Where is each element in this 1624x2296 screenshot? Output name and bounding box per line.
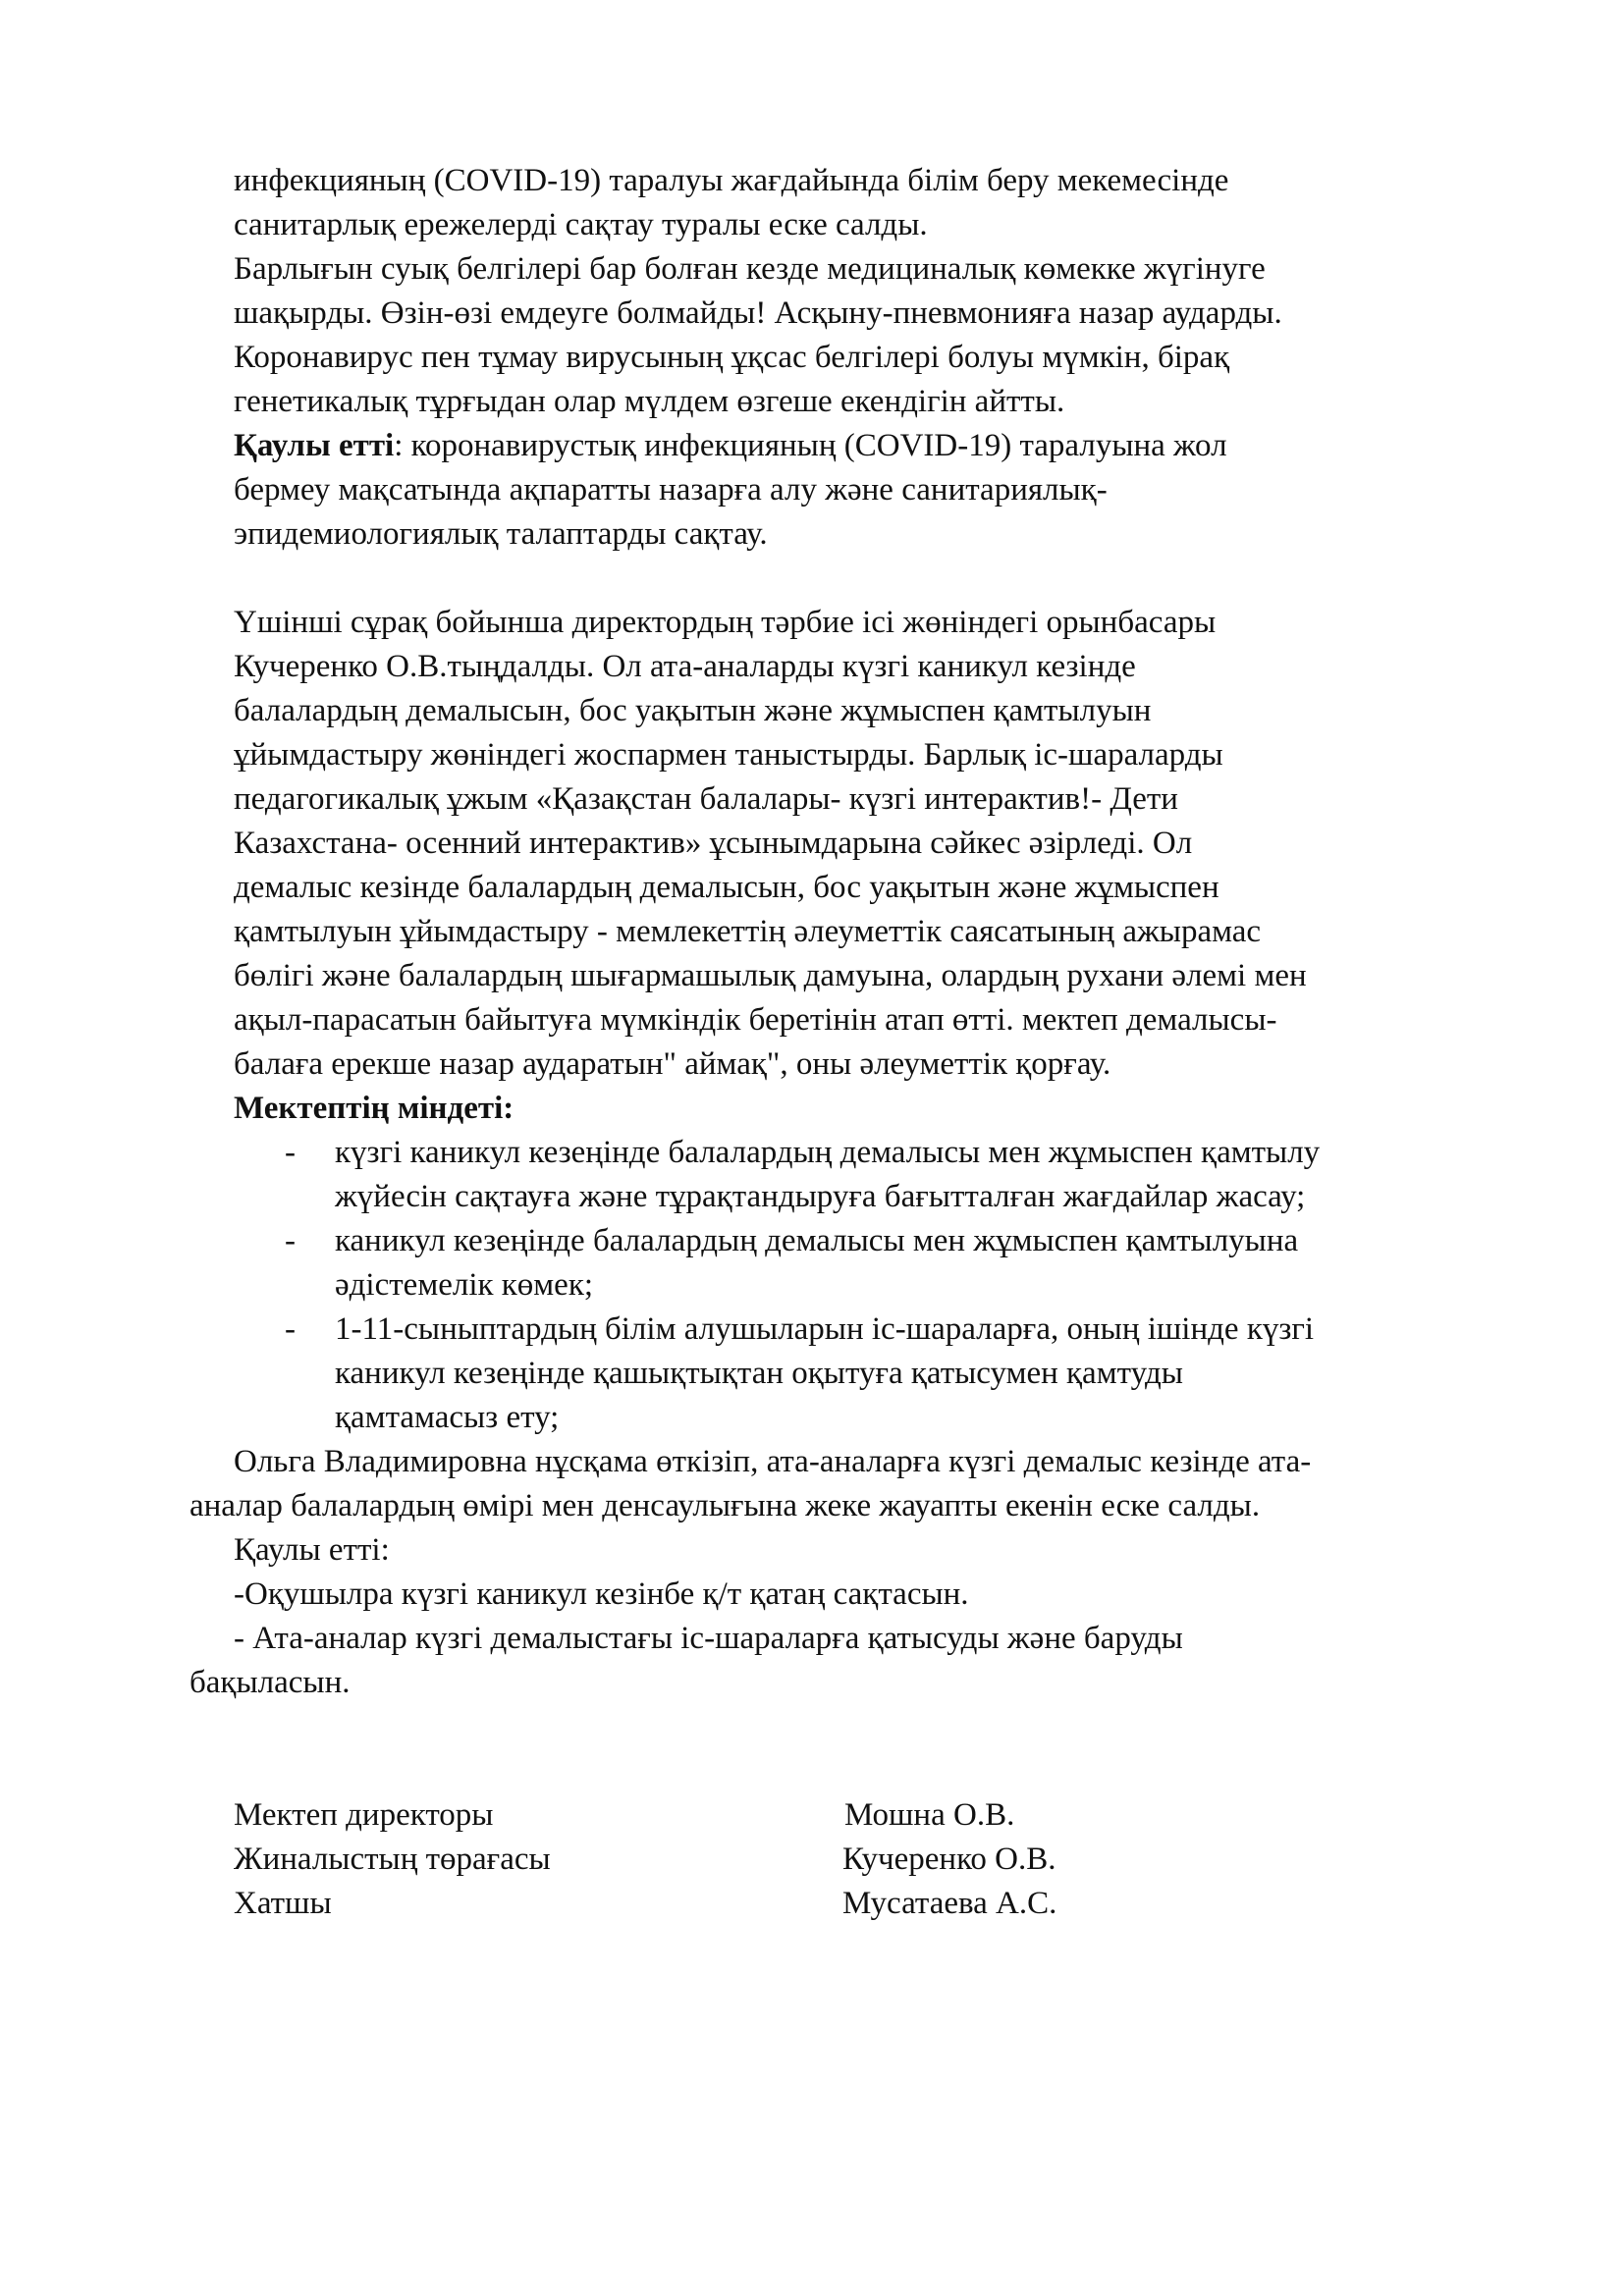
task-heading: Мектептің міндеті: [234, 1091, 514, 1126]
paragraph-1-line: Барлығын суық белгілері бар болған кезде медициналық көмекке жүгінуге [234, 251, 1266, 287]
paragraph-1-line: генетикалық тұрғыдан олар мүлдем өзгеше екендігін айтты. [234, 384, 1065, 419]
paragraph-3-line: Ольга Владимировна нұсқама өткізіп, ата-аналарға күзгі демалыс кезінде ата- [234, 1444, 1312, 1479]
paragraph-1-line: шақырды. Өзін-өзі емдеуге болмайды! Асқыну-пневмонияға назар аударды. [234, 295, 1282, 331]
paragraph-2-line: педагогикалық ұжым «Қазақстан балалары- күзгі интерактив!- Дети [234, 781, 1178, 817]
task-item-line: каникул кезеңінде балалардың демалысы мен жұмыспен қамтылуына [335, 1223, 1299, 1258]
resolution-1-line: эпидемиологиялық талаптарды сақтау. [234, 516, 768, 552]
paragraph-2-line: балалардың демалысын, бос уақытын және жұмыспен қамтылуын [234, 693, 1152, 728]
paragraph-2-line: ұйымдастыру жөніндегі жоспармен таныстырды. Барлық іс-шараларды [234, 737, 1223, 773]
resolution-2-item: - Ата-аналар күзгі демалыстағы іс-шараларға қатысуды және баруды [234, 1621, 1183, 1656]
paragraph-2-line: демалыс кезінде балалардың демалысын, бос уақытын және жұмыспен [234, 870, 1219, 905]
task-item-line: жүйесін сақтауға және тұрақтандыруға бағытталған жағдайлар жасау; [335, 1179, 1306, 1214]
paragraph-1-line: санитарлық ережелерді сақтау туралы еске салды. [234, 207, 928, 242]
paragraph-1-line: инфекцияның (COVID-19) таралуы жағдайында білім беру мекемесінде [234, 163, 1229, 198]
resolution-1-line: бермеу мақсатында ақпаратты назарға алу және санитариялық- [234, 472, 1108, 507]
paragraph-2-line: қамтылуын ұйымдастыру - мемлекеттің әлеуметтік саясатының ажырамас [234, 914, 1262, 949]
signature-name: Мошна О.В. [844, 1797, 1015, 1833]
resolution-2-tail: бақыласын. [189, 1665, 351, 1700]
paragraph-2-line: Үшінші сұрақ бойынша директордың тәрбие ісі жөніндегі орынбасары [234, 605, 1217, 640]
paragraph-1-line: Коронавирус пен тұмау вирусының ұқсас белгілері болуы мүмкін, бірақ [234, 340, 1230, 375]
signature-role: Мектеп директоры [234, 1797, 494, 1833]
list-dash: - [285, 1223, 296, 1258]
paragraph-3-line: аналар балалардың өмірі мен денсаулығына жеке жауапты екенін еске салды. [189, 1488, 1261, 1523]
paragraph-2-line: Кучеренко О.В.тыңдалды. Ол ата-аналарды күзгі каникул кезінде [234, 649, 1136, 684]
resolution-1-label: Қаулы етті [234, 428, 395, 463]
signature-role: Хатшы [234, 1886, 332, 1921]
resolution-1-first-line [234, 430, 1227, 462]
paragraph-2-line: ақыл-парасатын байытуға мүмкіндік беретінін атап өтті. мектеп демалысы- [234, 1002, 1277, 1038]
paragraph-2-line: Казахстана- осенний интерактив» ұсынымдарына сәйкес әзірледі. Ол [234, 826, 1193, 861]
resolution-2-label: Қаулы етті: [234, 1532, 390, 1568]
task-item-line: әдістемелік көмек; [335, 1267, 594, 1303]
list-dash: - [285, 1311, 296, 1347]
list-dash: - [285, 1135, 296, 1170]
task-item-line: қамтамасыз ету; [335, 1400, 560, 1435]
paragraph-2-line: бөлігі және балалардың шығармашылық дамуына, олардың рухани әлемі мен [234, 958, 1307, 993]
signature-role: Жиналыстың төрағасы [234, 1842, 551, 1877]
task-item-line: каникул кезеңінде қашықтықтан оқытуға қатысумен қамтуды [335, 1356, 1183, 1391]
task-item-line: күзгі каникул кезеңінде балалардың демалысы мен жұмыспен қамтылу [335, 1135, 1321, 1170]
task-item-line: 1-11-сыныптардың білім алушыларын іс-шараларға, оның ішінде күзгі [335, 1311, 1315, 1347]
paragraph-2-line: балаға ерекше назар аударатын" аймақ", оны әлеуметтік қорғау. [234, 1046, 1111, 1082]
resolution-2-item: -Оқушылра күзгі каникул кезінбе қ/т қатаң сақтасын. [234, 1576, 969, 1612]
signature-name: Кучеренко О.В. [842, 1842, 1056, 1877]
signature-name: Мусатаева А.С. [842, 1886, 1057, 1921]
resolution-1-text: : коронавирустық инфекцияның (COVID-19) таралуына жол [394, 428, 1227, 463]
